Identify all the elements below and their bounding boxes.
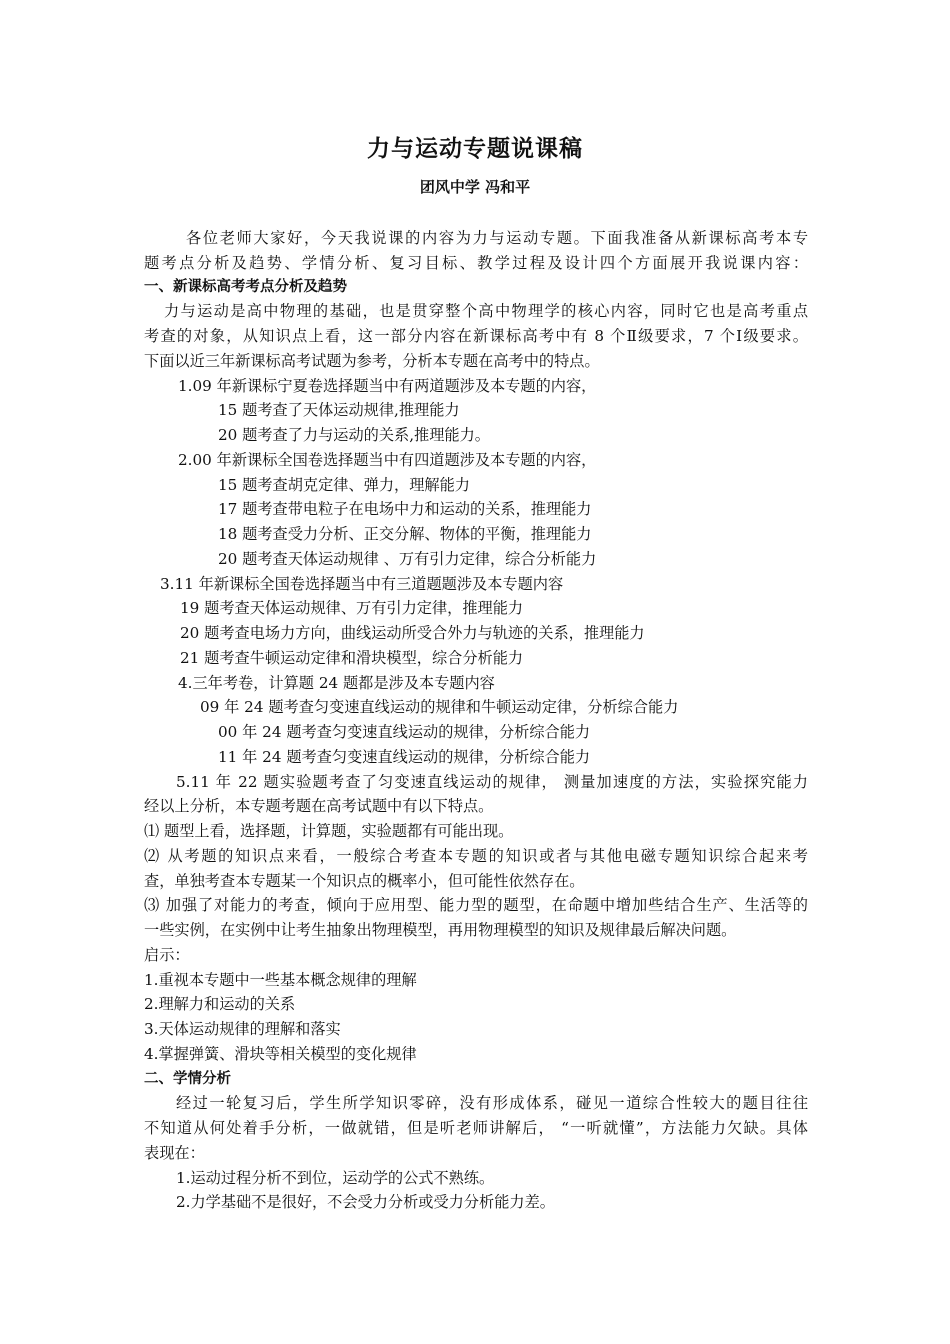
paragraph-line: 力与运动是高中物理的基础，也是贯穿整个高中物理学的核心内容，同时它也是高考重点	[164, 302, 808, 320]
paragraph-line: ⑴ 题型上看，选择题，计算题，实验题都有可能出现。	[144, 822, 514, 840]
paragraph-line: 经过一轮复习后，学生所学知识零碎，没有形成体系，碰见一道综合性较大的题目往往	[176, 1094, 808, 1112]
paragraph-line: 经以上分析，本专题考题在高考试题中有以下特点。	[144, 797, 494, 815]
list-item: 5.11 年 22 题实验题考查了匀变速直线运动的规律， 测量加速度的方法，实验探究能力	[176, 773, 808, 791]
list-item: 20 题考查天体运动规律 、万有引力定律，综合分析能力	[218, 550, 597, 568]
section-heading: 一、新课标高考考点分析及趋势	[144, 279, 347, 295]
list-item: 11 年 24 题考查匀变速直线运动的规律，分析综合能力	[218, 748, 591, 766]
list-item: 3.天体运动规律的理解和落实	[144, 1020, 341, 1038]
document-author: 团风中学 冯和平	[419, 178, 531, 196]
list-item: 2.00 年新课标全国卷选择题当中有四道题涉及本专题的内容，	[178, 451, 597, 469]
paragraph-line: 表现在：	[144, 1144, 205, 1162]
list-item: 4.三年考卷，计算题 24 题都是涉及本专题内容	[178, 674, 495, 692]
list-item: 15 题考查胡克定律、弹力，理解能力	[218, 476, 470, 494]
list-item: 4.掌握弹簧、滑块等相关模型的变化规律	[144, 1045, 417, 1063]
paragraph-line: 不知道从何处着手分析，一做就错，但是听老师讲解后， “一听就懂”，方法能力欠缺。具体	[144, 1119, 808, 1137]
section-heading: 二、学情分析	[144, 1071, 231, 1087]
list-item: 1.运动过程分析不到位，运动学的公式不熟练。	[176, 1169, 495, 1187]
list-item: 20 题考查电场力方向，曲线运动所受合外力与轨迹的关系，推理能力	[180, 624, 645, 642]
paragraph-line: 一些实例，在实例中让考生抽象出物理模型，再用物理模型的知识及规律最后解决问题。	[144, 921, 737, 939]
list-item: 1.09 年新课标宁夏卷选择题当中有两道题涉及本专题的内容，	[178, 377, 597, 395]
list-item: 1.重视本专题中一些基本概念规律的理解	[144, 971, 417, 989]
paragraph-line: 启示：	[144, 946, 190, 964]
paragraph-line: 各位老师大家好，今天我说课的内容为力与运动专题。下面我准备从新课标高考本专	[186, 229, 808, 247]
list-item: 09 年 24 题考查匀变速直线运动的规律和牛顿运动定律，分析综合能力	[200, 698, 679, 716]
paragraph-line: ⑵ 从考题的知识点来看，一般综合考查本专题的知识或者与其他电磁专题知识综合起来考	[144, 847, 808, 865]
paragraph-line: 考查的对象，从知识点上看，这一部分内容在新课标高考中有 8 个Ⅱ级要求，7 个Ⅰ级要求。	[144, 327, 808, 345]
list-item: 21 题考查牛顿运动定律和滑块模型，综合分析能力	[180, 649, 524, 667]
list-item: 17 题考查带电粒子在电场中力和运动的关系，推理能力	[218, 500, 592, 518]
list-item: 19 题考查天体运动规律、万有引力定律，推理能力	[180, 599, 524, 617]
paragraph-line: 下面以近三年新课标高考试题为参考，分析本专题在高考中的特点。	[144, 352, 600, 370]
list-item: 2.理解力和运动的关系	[144, 995, 296, 1013]
list-item: 2.力学基础不是很好，不会受力分析或受力分析能力差。	[176, 1193, 555, 1211]
paragraph-line: 查，单独考查本专题某一个知识点的概率小，但可能性依然存在。	[144, 872, 585, 890]
paragraph-line: ⑶ 加强了对能力的考查，倾向于应用型、能力型的题型，在命题中增加些结合生产、生活等的	[144, 896, 808, 914]
paragraph-line: 题考点分析及趋势、学情分析、复习目标、教学过程及设计四个方面展开我说课内容：	[144, 254, 808, 272]
list-item: 18 题考查受力分析、正交分解、物体的平衡，推理能力	[218, 525, 592, 543]
list-item: 3.11 年新课标全国卷选择题当中有三道题题涉及本专题内容	[160, 575, 564, 593]
list-item: 00 年 24 题考查匀变速直线运动的规律，分析综合能力	[218, 723, 591, 741]
document-title: 力与运动专题说课稿	[367, 136, 583, 162]
list-item: 15 题考查了天体运动规律,推理能力	[218, 401, 460, 419]
list-item: 20 题考查了力与运动的关系,推理能力。	[218, 426, 490, 444]
